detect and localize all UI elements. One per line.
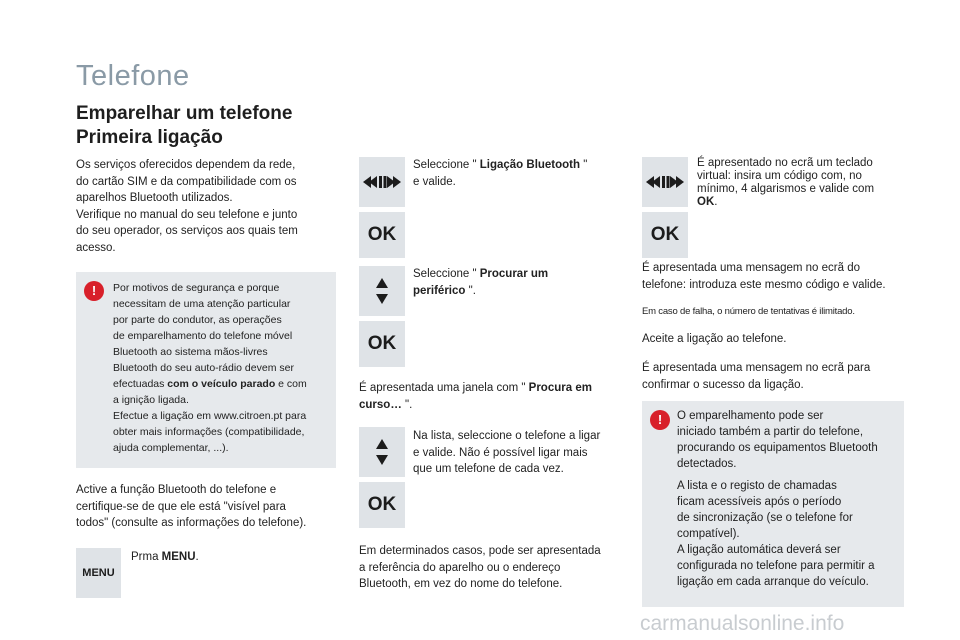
watermark: carmanualsonline.info — [640, 612, 845, 635]
ok-button: OK — [642, 212, 688, 258]
safety-warning-box — [76, 272, 336, 468]
up-down-arrows-icon — [359, 427, 405, 477]
seek-arrows-icon — [642, 157, 688, 207]
step-select-bluetooth: Seleccione " Ligação Bluetooth " e valide. — [413, 159, 588, 188]
pairing-info-box — [642, 401, 904, 607]
menu-button: MENU — [76, 548, 121, 598]
searching-window-text: É apresentada uma janela com " Procura em curso… ". — [359, 382, 592, 411]
step-search-device: Seleccione " Procurar um periférico ". — [413, 268, 549, 297]
up-down-arrows-icon — [359, 266, 405, 316]
failure-note: Em caso de falha, o número de tentativas é ilimitado. — [642, 306, 855, 317]
phone-message-text: É apresentada uma mensagem no ecrã do telefone: introduza este mesmo código e valide. — [642, 262, 886, 291]
page-title: Telefone — [76, 60, 190, 92]
section-heading: Emparelhar um telefone — [76, 103, 293, 124]
intro-text: Os serviços oferecidos dependem da rede, do cartão SIM e da compatibilidade com os aparelhos Bluetooth utilizados. Verifique no manual do seu telefone e junto do seu operador, os serviços aos quais tem acesso. — [76, 159, 298, 254]
warning-icon: ! — [650, 410, 670, 430]
select-phone-text: Na lista, seleccione o telefone a ligar e valide. Não é possível ligar mais que um telefone de cada vez. — [413, 430, 601, 475]
press-menu-text: Prma MENU. — [131, 551, 199, 563]
activate-bluetooth-text: Active a função Bluetooth do telefone e certifique-se de que ele está "visível para todos" (consulte as informações do telefone). — [76, 484, 307, 529]
safety-warning-text: Por motivos de segurança e porque necessitam de uma atenção particular por parte do condutor, as operações de emparelhamento do telefone móvel Bluetooth ao sistema mãos-livres Bluetooth do seu auto-rádio devem ser efectuadas com o veículo parado e com a ignição ligada. Efectue a ligação em www.citroen.pt para obter mais informações (compatibilidade, ajuda complementar, ...). — [113, 282, 307, 454]
virtual-keyboard-text: É apresentado no ecrã um teclado virtual: insira um código com, no mínimo, 4 algarismos e valide com OK. — [697, 157, 875, 208]
pairing-info-text: O emparelhamento pode ser iniciado também a partir do telefone, procurando os equipamentos Bluetooth detectados. A lista e o registo de chamadas ficam acessíveis após o período de sincronização (se o telefone for compatível). A ligação automática deverá ser configurada no telefone para permitir a ligação em cada arranque do veículo. — [677, 410, 878, 588]
accept-connection-text: Aceite a ligação ao telefone. — [642, 333, 787, 345]
ok-button: OK — [359, 321, 405, 367]
device-reference-note: Em determinados casos, pode ser apresentada a referência do aparelho ou o endereço Bluetooth, em vez do nome do telefone. — [359, 545, 601, 590]
confirm-message-text: É apresentada uma mensagem no ecrã para confirmar o sucesso da ligação. — [642, 362, 871, 391]
ok-button: OK — [359, 212, 405, 258]
section-subheading: Primeira ligação — [76, 127, 223, 148]
warning-icon: ! — [84, 281, 104, 301]
seek-arrows-icon — [359, 157, 405, 207]
ok-button: OK — [359, 482, 405, 528]
